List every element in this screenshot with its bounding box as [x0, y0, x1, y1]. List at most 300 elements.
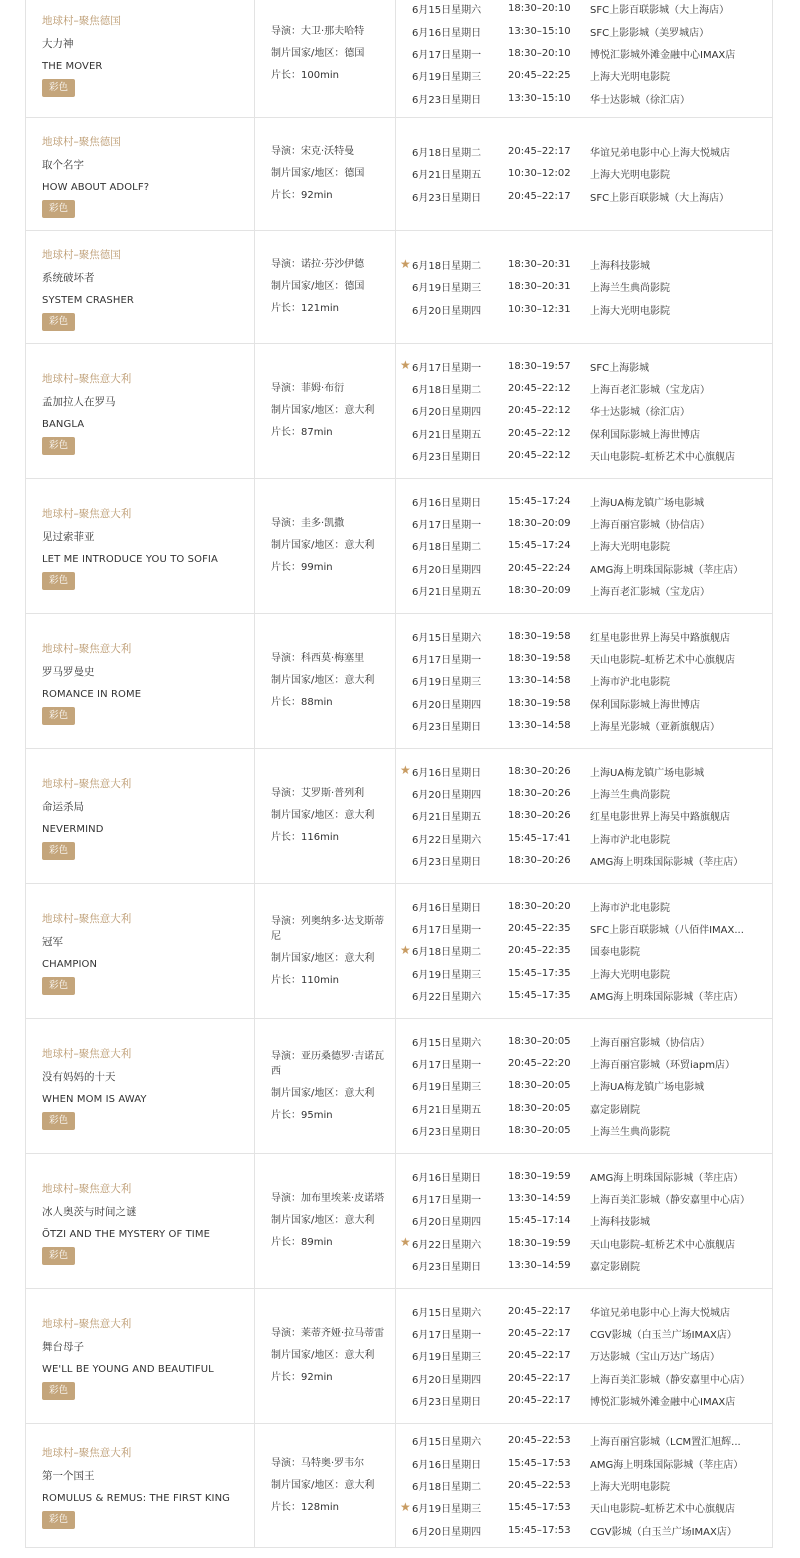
- screening-time: 15:45–17:35: [508, 967, 571, 979]
- screening-date: 6月19日星期三: [412, 283, 482, 295]
- director-text: 导演：科西莫·梅塞里: [271, 653, 365, 664]
- film-info-cell: [255, 118, 396, 230]
- screening-date: 6月23日星期日: [412, 452, 482, 464]
- screening-venue[interactable]: 嘉定影剧院: [590, 1262, 640, 1274]
- screening-venue[interactable]: 上海百丽宫影城（协信店）: [590, 520, 710, 532]
- star-icon: ★: [400, 942, 411, 957]
- screening-venue[interactable]: 国泰电影院: [590, 947, 640, 959]
- screening-time: 18:30–19:59: [508, 1170, 571, 1182]
- screening-venue[interactable]: 天山电影院–虹桥艺术中心旗舰店: [590, 452, 735, 464]
- section-label[interactable]: 地球村–聚焦德国: [42, 15, 121, 27]
- screening-venue[interactable]: SFC上影百联影城（大上海店）: [590, 5, 730, 17]
- screening-venue[interactable]: 上海大光明电影院: [590, 969, 670, 981]
- screening-date: 6月17日星期一: [412, 49, 482, 61]
- screening-venue[interactable]: SFC上影百联影城（八佰伴IMAX...: [590, 925, 744, 937]
- screening-time: 20:45–22:17: [508, 146, 571, 158]
- screening-time: 20:45–22:25: [508, 70, 571, 82]
- film-info-cell: [255, 614, 396, 748]
- screening-row[interactable]: [396, 1430, 772, 1452]
- screening-venue[interactable]: AMG海上明珠国际影城（莘庄店）: [590, 564, 744, 576]
- screening-date: 6月16日星期日: [412, 27, 482, 39]
- section-label[interactable]: 地球村–聚焦意大利: [42, 1182, 132, 1195]
- film-row: [26, 614, 772, 749]
- screening-time: 18:30–20:31: [508, 259, 571, 271]
- film-info-cell: [255, 749, 396, 883]
- film-title-cn[interactable]: 命运杀局: [42, 800, 84, 813]
- screening-venue[interactable]: 上海百美汇影城（静安嘉里中心店）: [590, 1374, 750, 1386]
- screening-venue[interactable]: 上海科技影城: [590, 1217, 650, 1229]
- director-text: 导演：亚历桑德罗·吉诺瓦西: [271, 1050, 385, 1077]
- screening-row[interactable]: [396, 827, 772, 849]
- screening-row[interactable]: [396, 1254, 772, 1276]
- screening-date: 6月23日星期日: [412, 94, 482, 106]
- screening-venue[interactable]: 红星电影世界上海吴中路旗舰店: [590, 632, 730, 644]
- screening-venue[interactable]: 上海UA梅龙镇广场电影城: [590, 767, 705, 779]
- screening-date: 6月23日星期日: [412, 722, 482, 734]
- screening-date: 6月19日星期三: [412, 72, 482, 84]
- section-label[interactable]: 地球村–聚焦德国: [42, 135, 121, 148]
- screening-venue[interactable]: 天山电影院–虹桥艺术中心旗舰店: [590, 1239, 735, 1251]
- film-row: [26, 749, 772, 884]
- country-text: 制片国家/地区：意大利: [271, 675, 375, 686]
- screenings-cell: [396, 749, 772, 883]
- screening-date: 6月17日星期一: [412, 925, 482, 937]
- country-text: 制片国家/地区：意大利: [271, 1215, 375, 1226]
- screening-venue[interactable]: 上海百丽宫影城（协信店）: [590, 1037, 710, 1049]
- screening-venue[interactable]: 上海UA梅龙镇广场电影城: [590, 1082, 705, 1094]
- film-row: [26, 118, 772, 231]
- screening-venue[interactable]: 上海百老汇影城（宝龙店）: [590, 587, 710, 599]
- screening-time: 13:30–15:10: [508, 25, 571, 37]
- section-label[interactable]: 地球村–聚焦意大利: [42, 777, 132, 790]
- screening-row[interactable]: [396, 783, 772, 805]
- screening-venue[interactable]: 博悦汇影城外滩金融中心IMAX店: [590, 49, 736, 61]
- screening-venue[interactable]: AMG海上明珠国际影城（莘庄店）: [590, 857, 744, 869]
- film-title-en[interactable]: ÖTZI AND THE MYSTERY OF TIME: [42, 1228, 210, 1240]
- screening-venue[interactable]: 上海大光明电影院: [590, 542, 670, 554]
- film-title-cn[interactable]: 系统破坏者: [42, 271, 95, 284]
- screening-venue[interactable]: SFC上海影城: [590, 362, 650, 374]
- screening-row[interactable]: [396, 895, 772, 917]
- screening-row[interactable]: [396, 1165, 772, 1187]
- section-label[interactable]: 地球村–聚焦意大利: [42, 372, 132, 385]
- section-label[interactable]: 地球村–聚焦意大利: [42, 912, 132, 925]
- screening-time: 18:30–20:09: [508, 518, 571, 530]
- director-text: 导演：艾罗斯·普列利: [271, 788, 365, 799]
- screening-row[interactable]: [396, 1367, 772, 1389]
- screening-date: 6月23日星期日: [412, 1397, 482, 1409]
- screening-row[interactable]: [396, 579, 772, 601]
- film-title-en[interactable]: WE'LL BE YOUNG AND BEAUTIFUL: [42, 1363, 214, 1375]
- film-cell: [26, 0, 255, 117]
- screening-time: 18:30–20:26: [508, 810, 571, 822]
- film-title-cn[interactable]: 大力神: [42, 38, 74, 50]
- screening-row[interactable]: [396, 984, 772, 1006]
- screening-row[interactable]: [396, 760, 772, 782]
- color-badge: 彩色: [42, 842, 75, 860]
- screening-row[interactable]: [396, 805, 772, 827]
- runtime-text: 片长：128min: [271, 1501, 339, 1513]
- screening-row[interactable]: [396, 1323, 772, 1345]
- screening-venue[interactable]: 华士达影城（徐汇店）: [590, 407, 690, 419]
- screening-venue[interactable]: 天山电影院–虹桥艺术中心旗舰店: [590, 1504, 735, 1516]
- screening-row[interactable]: [396, 490, 772, 512]
- section-label[interactable]: 地球村–聚焦意大利: [42, 1047, 132, 1060]
- section-label[interactable]: 地球村–聚焦意大利: [42, 1317, 132, 1330]
- screening-venue[interactable]: 红星电影世界上海吴中路旗舰店: [590, 812, 730, 824]
- film-row: [26, 344, 772, 479]
- film-info-cell: [255, 1289, 396, 1423]
- screening-venue[interactable]: 上海百老汇影城（宝龙店）: [590, 385, 710, 397]
- screening-time: 20:45–22:17: [508, 1395, 571, 1407]
- screening-venue[interactable]: 上海大光明电影院: [590, 305, 670, 317]
- film-title-cn[interactable]: 见过索菲亚: [42, 530, 95, 543]
- film-row: [26, 231, 772, 344]
- screening-row[interactable]: [396, 1474, 772, 1496]
- screening-venue[interactable]: 嘉定影剧院: [590, 1104, 640, 1116]
- star-icon: ★: [400, 763, 411, 778]
- screening-row[interactable]: [396, 535, 772, 557]
- section-label[interactable]: 地球村–聚焦德国: [42, 248, 121, 261]
- screening-venue[interactable]: 上海市沪北电影院: [590, 902, 670, 914]
- screening-time: 18:30–20:09: [508, 585, 571, 597]
- screening-date: 6月19日星期三: [412, 1352, 482, 1364]
- film-title-cn[interactable]: 第一个国王: [42, 1470, 95, 1482]
- screening-venue[interactable]: 万达影城（宝山万达广场店）: [590, 1352, 720, 1364]
- screening-date: 6月15日星期六: [412, 1307, 482, 1319]
- screening-venue[interactable]: 上海市沪北电影院: [590, 677, 670, 689]
- screening-date: 6月16日星期日: [412, 1459, 482, 1471]
- screening-row[interactable]: [396, 962, 772, 984]
- screening-time: 18:30–20:26: [508, 855, 571, 867]
- screening-time: 20:45–22:17: [508, 1328, 571, 1340]
- screening-row[interactable]: [396, 849, 772, 871]
- screening-row[interactable]: [396, 1097, 772, 1119]
- film-title-cn[interactable]: 罗马罗曼史: [42, 665, 95, 678]
- screening-row[interactable]: [396, 1300, 772, 1322]
- screening-time: 18:30–19:58: [508, 630, 571, 642]
- screening-venue[interactable]: 上海UA梅龙镇广场电影城: [590, 497, 705, 509]
- film-title-en[interactable]: BANGLA: [42, 418, 85, 430]
- screening-time: 18:30–20:05: [508, 1102, 571, 1114]
- screening-time: 18:30–20:26: [508, 765, 571, 777]
- screening-date: 6月17日星期一: [412, 1060, 482, 1072]
- screening-venue[interactable]: 上海百丽宫影城（环贸iapm店）: [590, 1060, 735, 1072]
- section-label[interactable]: 地球村–聚焦意大利: [42, 507, 132, 520]
- screening-row[interactable]: [396, 692, 772, 714]
- screening-row[interactable]: [396, 1053, 772, 1075]
- screening-row[interactable]: [396, 355, 772, 377]
- screening-row[interactable]: [396, 444, 772, 466]
- screening-row[interactable]: [396, 0, 772, 20]
- screening-time: 20:45–22:12: [508, 427, 571, 439]
- color-badge: 彩色: [42, 1511, 75, 1529]
- screening-date: 6月20日星期四: [412, 564, 482, 576]
- film-title-en[interactable]: THE MOVER: [42, 61, 103, 72]
- film-cell: [26, 118, 255, 230]
- screening-venue[interactable]: 保利国际影城上海世博店: [590, 699, 700, 711]
- screening-row[interactable]: [396, 557, 772, 579]
- screening-row[interactable]: [396, 87, 772, 109]
- section-label[interactable]: 地球村–聚焦意大利: [42, 1447, 132, 1459]
- film-cell: [26, 231, 255, 343]
- film-title-cn[interactable]: 冠军: [42, 935, 63, 948]
- screening-venue[interactable]: 保利国际影城上海世博店: [590, 429, 700, 441]
- film-row: [26, 1424, 772, 1548]
- screening-row[interactable]: [396, 918, 772, 940]
- film-row: [26, 1154, 772, 1289]
- screening-row[interactable]: [396, 65, 772, 87]
- director-text: 导演：大卫·那夫哈特: [271, 25, 365, 37]
- country-text: 制片国家/地区：德国: [271, 281, 365, 292]
- screening-time: 18:30–20:05: [508, 1035, 571, 1047]
- screening-time: 13:30–14:59: [508, 1260, 571, 1272]
- screening-venue[interactable]: 上海大光明电影院: [590, 170, 670, 182]
- film-cell: [26, 479, 255, 613]
- color-badge: 彩色: [42, 707, 75, 725]
- screening-venue[interactable]: AMG海上明珠国际影城（莘庄店）: [590, 1459, 744, 1471]
- screening-row[interactable]: [396, 400, 772, 422]
- screening-row[interactable]: [396, 1210, 772, 1232]
- screening-venue[interactable]: 华谊兄弟电影中心上海大悦城店: [590, 148, 730, 160]
- film-title-en[interactable]: CHAMPION: [42, 958, 98, 970]
- film-info-cell: [255, 1154, 396, 1288]
- screening-row[interactable]: [396, 648, 772, 670]
- screening-time: 18:30–20:10: [508, 47, 571, 59]
- runtime-text: 片长：92min: [271, 190, 333, 201]
- screening-date: 6月21日星期五: [412, 429, 482, 441]
- screening-venue[interactable]: 上海大光明电影院: [590, 72, 670, 84]
- screening-row[interactable]: [396, 670, 772, 692]
- country-text: 制片国家/地区：意大利: [271, 1350, 375, 1361]
- film-info-cell: [255, 1019, 396, 1153]
- screening-date: 6月18日星期二: [412, 148, 482, 160]
- screening-date: 6月17日星期一: [412, 362, 482, 374]
- screening-time: 20:45–22:17: [508, 1372, 571, 1384]
- screening-time: 18:30–19:58: [508, 653, 571, 665]
- director-text: 导演：宋克·沃特曼: [271, 146, 355, 157]
- screening-venue[interactable]: 上海大光明电影院: [590, 1481, 670, 1493]
- screening-time: 18:30–20:26: [508, 788, 571, 800]
- screening-date: 6月20日星期四: [412, 790, 482, 802]
- screening-date: 6月20日星期四: [412, 407, 482, 419]
- screening-row[interactable]: [396, 185, 772, 207]
- screening-date: 6月19日星期三: [412, 1504, 482, 1516]
- film-row: [26, 479, 772, 614]
- screening-row[interactable]: [396, 513, 772, 535]
- country-text: 制片国家/地区：德国: [271, 168, 365, 179]
- color-badge: 彩色: [42, 977, 75, 995]
- screening-time: 18:30–20:10: [508, 3, 571, 15]
- screening-row[interactable]: [396, 1075, 772, 1097]
- screening-date: 6月18日星期二: [412, 1481, 482, 1493]
- country-text: 制片国家/地区：意大利: [271, 810, 375, 821]
- screening-date: 6月16日星期日: [412, 1172, 482, 1184]
- film-title-en[interactable]: ROMANCE IN ROME: [42, 688, 142, 700]
- screening-time: 18:30–20:05: [508, 1080, 571, 1092]
- film-title-cn[interactable]: 取个名字: [42, 158, 84, 171]
- screening-venue[interactable]: 上海市沪北电影院: [590, 834, 670, 846]
- screening-date: 6月23日星期日: [412, 192, 482, 204]
- screening-time: 18:30–20:05: [508, 1125, 571, 1137]
- color-badge: 彩色: [42, 313, 75, 331]
- screenings-cell: [396, 344, 772, 478]
- runtime-text: 片长：95min: [271, 1109, 333, 1121]
- color-badge: 彩色: [42, 200, 75, 218]
- screening-time: 15:45–17:24: [508, 540, 571, 552]
- star-icon: ★: [400, 1499, 411, 1514]
- screening-row[interactable]: [396, 1119, 772, 1141]
- screening-row[interactable]: [396, 1389, 772, 1411]
- color-badge: 彩色: [42, 572, 75, 590]
- screening-venue[interactable]: 上海星光影城（亚新旗舰店）: [590, 722, 720, 734]
- screening-row[interactable]: [396, 1345, 772, 1367]
- screenings-cell: [396, 1154, 772, 1288]
- screenings-cell: [396, 1424, 772, 1547]
- film-info-cell: [255, 0, 396, 117]
- director-text: 导演：菲姆·布衍: [271, 383, 345, 394]
- screenings-cell: [396, 614, 772, 748]
- screening-date: 6月15日星期六: [412, 5, 482, 17]
- star-icon: ★: [400, 358, 411, 373]
- screening-row[interactable]: [396, 20, 772, 42]
- screening-time: 15:45–17:53: [508, 1502, 571, 1514]
- film-title-cn[interactable]: 舞台母子: [42, 1340, 84, 1353]
- runtime-text: 片长：121min: [271, 303, 339, 314]
- screening-date: 6月18日星期二: [412, 385, 482, 397]
- film-cell: [26, 1019, 255, 1153]
- screening-date: 6月21日星期五: [412, 812, 482, 824]
- screening-row[interactable]: [396, 940, 772, 962]
- screening-row[interactable]: [396, 276, 772, 298]
- screening-row[interactable]: [396, 1030, 772, 1052]
- film-title-cn[interactable]: 没有妈妈的十天: [42, 1070, 116, 1083]
- director-text: 导演：加布里埃莱·皮诺塔: [271, 1193, 385, 1204]
- screening-time: 20:45–22:12: [508, 450, 571, 462]
- screening-date: 6月18日星期二: [412, 947, 482, 959]
- screening-date: 6月16日星期日: [412, 767, 482, 779]
- film-info-cell: [255, 231, 396, 343]
- film-cell: [26, 1424, 255, 1547]
- film-title-en[interactable]: LET ME INTRODUCE YOU TO SOFIA: [42, 553, 218, 565]
- film-info-cell: [255, 344, 396, 478]
- film-title-en[interactable]: HOW ABOUT ADOLF?: [42, 181, 150, 193]
- screening-row[interactable]: [396, 714, 772, 736]
- screening-date: 6月16日星期日: [412, 497, 482, 509]
- screening-venue[interactable]: 上海兰生典尚影院: [590, 1127, 670, 1139]
- screening-time: 18:30–19:58: [508, 697, 571, 709]
- runtime-text: 片长：116min: [271, 832, 339, 843]
- film-title-en[interactable]: SYSTEM CRASHER: [42, 294, 134, 306]
- film-title-en[interactable]: WHEN MOM IS AWAY: [42, 1093, 147, 1105]
- screening-row[interactable]: [396, 422, 772, 444]
- screening-row[interactable]: [396, 1188, 772, 1210]
- screening-time: 15:45–17:35: [508, 990, 571, 1002]
- country-text: 制片国家/地区：意大利: [271, 952, 375, 964]
- screening-row[interactable]: [396, 141, 772, 163]
- screening-time: 18:30–19:59: [508, 1237, 571, 1249]
- film-cell: [26, 1289, 255, 1423]
- screening-venue[interactable]: AMG海上明珠国际影城（莘庄店）: [590, 992, 744, 1004]
- screening-venue[interactable]: 博悦汇影城外滩金融中心IMAX店: [590, 1397, 736, 1409]
- color-badge: 彩色: [42, 437, 75, 455]
- screening-date: 6月19日星期三: [412, 969, 482, 981]
- screening-row[interactable]: [396, 1519, 772, 1541]
- screening-time: 20:45–22:53: [508, 1435, 571, 1447]
- screening-date: 6月20日星期四: [412, 1374, 482, 1386]
- film-title-en[interactable]: NEVERMIND: [42, 823, 104, 835]
- country-text: 制片国家/地区：德国: [271, 47, 365, 59]
- screening-venue[interactable]: SFC上影百联影城（大上海店）: [590, 192, 730, 204]
- screening-time: 20:45–22:17: [508, 1305, 571, 1317]
- screening-row[interactable]: [396, 1452, 772, 1474]
- screening-date: 6月19日星期三: [412, 1082, 482, 1094]
- screening-time: 20:45–22:17: [508, 190, 571, 202]
- screening-date: 6月21日星期五: [412, 1104, 482, 1116]
- screening-venue[interactable]: 上海兰生典尚影院: [590, 790, 670, 802]
- screening-date: 6月17日星期一: [412, 1195, 482, 1207]
- country-text: 制片国家/地区：意大利: [271, 405, 375, 416]
- screenings-cell: [396, 231, 772, 343]
- director-text: 导演：马特奥·罗韦尔: [271, 1457, 365, 1469]
- country-text: 制片国家/地区：意大利: [271, 1479, 375, 1491]
- screening-date: 6月22日星期六: [412, 992, 482, 1004]
- screening-venue[interactable]: 上海兰生典尚影院: [590, 283, 670, 295]
- runtime-text: 片长：100min: [271, 69, 339, 81]
- screening-date: 6月15日星期六: [412, 1437, 482, 1449]
- section-label[interactable]: 地球村–聚焦意大利: [42, 642, 132, 655]
- film-title-cn[interactable]: 孟加拉人在罗马: [42, 395, 116, 408]
- screening-venue[interactable]: CGV影城（白玉兰广场IMAX店）: [590, 1526, 737, 1538]
- director-text: 导演：莱蒂齐娅·拉马蒂雷: [271, 1328, 385, 1339]
- screening-row[interactable]: [396, 1497, 772, 1519]
- screening-venue[interactable]: 上海百丽宫影城（LCM置汇旭辉...: [590, 1437, 741, 1449]
- screening-row[interactable]: [396, 625, 772, 647]
- screening-venue[interactable]: SFC上影影城（美罗城店）: [590, 27, 710, 39]
- screening-time: 20:45–22:17: [508, 1350, 571, 1362]
- screening-time: 15:45–17:53: [508, 1457, 571, 1469]
- film-title-cn[interactable]: 冰人奥茨与时间之谜: [42, 1205, 137, 1218]
- runtime-text: 片长：110min: [271, 974, 339, 986]
- screening-date: 6月15日星期六: [412, 1037, 482, 1049]
- runtime-text: 片长：89min: [271, 1237, 333, 1248]
- screening-time: 18:30–20:31: [508, 281, 571, 293]
- screening-time: 10:30–12:02: [508, 168, 571, 180]
- screening-venue[interactable]: AMG海上明珠国际影城（莘庄店）: [590, 1172, 744, 1184]
- screening-venue[interactable]: CGV影城（白玉兰广场IMAX店）: [590, 1330, 737, 1342]
- screenings-cell: [396, 479, 772, 613]
- screening-row[interactable]: [396, 378, 772, 400]
- screening-row[interactable]: [396, 163, 772, 185]
- screening-venue[interactable]: 华谊兄弟电影中心上海大悦城店: [590, 1307, 730, 1319]
- screening-venue[interactable]: 上海科技影城: [590, 261, 650, 273]
- screening-venue[interactable]: 华士达影城（徐汇店）: [590, 94, 690, 106]
- film-title-en[interactable]: ROMULUS & REMUS: THE FIRST KING: [42, 1493, 231, 1504]
- country-text: 制片国家/地区：意大利: [271, 1087, 375, 1099]
- screening-row[interactable]: [396, 298, 772, 320]
- screening-date: 6月21日星期五: [412, 170, 482, 182]
- screening-row[interactable]: [396, 254, 772, 276]
- screening-row[interactable]: [396, 42, 772, 64]
- screening-venue[interactable]: 上海百美汇影城（静安嘉里中心店）: [590, 1195, 750, 1207]
- screening-date: 6月18日星期二: [412, 261, 482, 273]
- screening-date: 6月23日星期日: [412, 1127, 482, 1139]
- runtime-text: 片长：87min: [271, 427, 333, 438]
- screening-date: 6月20日星期四: [412, 1526, 482, 1538]
- screenings-cell: [396, 884, 772, 1018]
- screening-row[interactable]: [396, 1232, 772, 1254]
- screening-venue[interactable]: 天山电影院–虹桥艺术中心旗舰店: [590, 655, 735, 667]
